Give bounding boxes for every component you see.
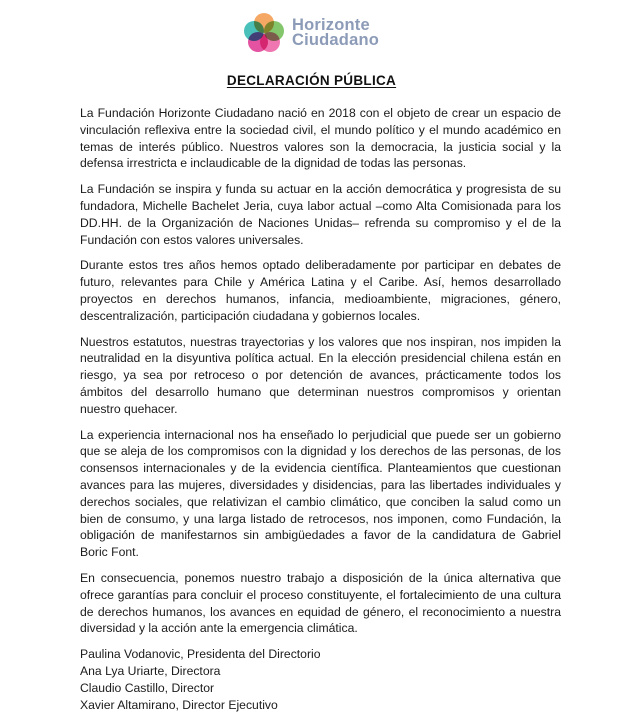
logo	[0, 13, 623, 53]
document-body	[80, 105, 561, 713]
logo-line2: Ciudadano	[292, 33, 379, 48]
logo-flower-icon	[244, 13, 284, 53]
logo-line1: Horizonte	[292, 18, 379, 33]
signature-line-2: Ana Lya Uriarte, Directora	[80, 663, 561, 680]
flower-petal-pink-icon	[260, 32, 280, 52]
page-title: DECLARACIÓN PÚBLICA	[0, 73, 623, 88]
paragraph-4: Nuestros estatutos, nuestras trayectorias y los valores que nos inspiran, nos impiden la neutralidad en la disyuntiva política actual. En la elección presidencial chilena están en riesgo, ya sea por retroceso o por detención de avances, prácticamente todos los ámbitos del desarrollo humano que determinan nuestros compromisos y orientan nuestro quehacer.	[80, 334, 561, 418]
signature-line-4: Xavier Altamirano, Director Ejecutivo	[80, 697, 561, 713]
signature-line-1: Paulina Vodanovic, Presidenta del Directorio	[80, 646, 561, 663]
paragraph-3: Durante estos tres años hemos optado deliberadamente por participar en debates de futuro, relevantes para Chile y América Latina y el Caribe. Así, hemos desarrollado proyectos en derechos humanos, infancia, medioambiente, migraciones, género, descentralización, participación ciudadana y gobiernos locales.	[80, 257, 561, 324]
paragraph-1: La Fundación Horizonte Ciudadano nació en 2018 con el objeto de crear un espacio de vinculación reflexiva entre la sociedad civil, el mundo político y el mundo académico en temas de interés público. Nuestros valores son la democracia, la justicia social y la defensa irrestricta e inclaudicable de la dignidad de todas las personas.	[80, 105, 561, 172]
logo-text	[292, 18, 379, 48]
paragraph-6: En consecuencia, ponemos nuestro trabajo a disposición de la única alternativa que ofrece garantías para concluir el proceso constituyente, el fortalecimiento de una cultura de derechos humanos, los avances en equidad de género, el reconocimiento a nuestra diversidad y la acción ante la emergencia climática.	[80, 570, 561, 637]
paragraph-5: La experiencia internacional nos ha enseñado lo perjudicial que puede ser un gobierno que se aleja de los compromisos con la dignidad y los derechos de las personas, de los consensos internacionales y de la evidencia científica. Planteamientos que cuestionan avances para las mujeres, diversidades y disidencias, para las libertades individuales y derechos sociales, que relativizan el cambio climático, que conciben la salud como un bien de consumo, y una larga listado de retrocesos, nos imponen, como Fundación, la obligación de manifestarnos sin ambigüedades a favor de la candidatura de Gabriel Boric Font.	[80, 427, 561, 561]
paragraph-2: La Fundación se inspira y funda su actuar en la acción democrática y progresista de su fundadora, Michelle Bachelet Jeria, cuya labor actual –como Alta Comisionada para los DD.HH. de la Organización de Naciones Unidas– refrenda su compromiso y el de la Fundación con estos valores universales.	[80, 181, 561, 248]
signature-line-3: Claudio Castillo, Director	[80, 680, 561, 697]
